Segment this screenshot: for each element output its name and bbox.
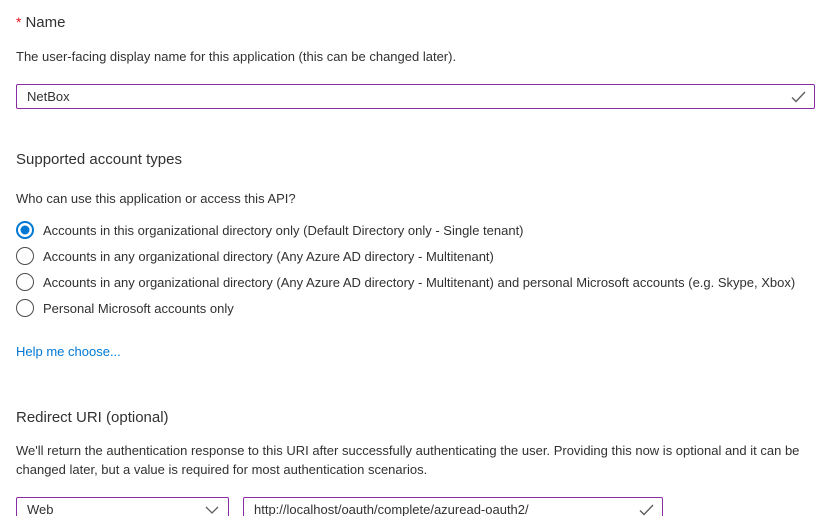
redirect-uri-input[interactable] [243, 497, 663, 516]
name-section-heading [16, 14, 815, 31]
radio-option-label: Accounts in any organizational directory (Any Azure AD directory - Multitenant) and personal Microsoft accounts (e.g. Skype, Xbox) [43, 274, 796, 290]
name-input[interactable] [16, 84, 815, 109]
radio-option-label: Personal Microsoft accounts only [43, 300, 234, 316]
radio-option-multitenant-personal[interactable] [16, 269, 815, 295]
radio-option-label: Accounts in any organizational directory (Any Azure AD directory - Multitenant) [43, 248, 494, 264]
redirect-uri-heading: Redirect URI (optional) [16, 409, 169, 426]
account-types-question: Who can use this application or access this API? [16, 191, 296, 206]
chevron-down-icon [205, 505, 219, 514]
platform-selected-value: Web [27, 502, 54, 516]
radio-option-multitenant[interactable] [16, 243, 815, 269]
name-field-container [16, 84, 815, 109]
radio-button-icon[interactable] [16, 247, 34, 265]
name-label: Name [25, 14, 66, 31]
radio-button-icon[interactable] [16, 221, 34, 239]
account-types-heading: Supported account types [16, 151, 182, 168]
radio-button-icon[interactable] [16, 273, 34, 291]
platform-select-dropdown[interactable] [16, 497, 229, 516]
radio-option-personal-only[interactable] [16, 295, 815, 321]
radio-button-icon[interactable] [16, 299, 34, 317]
redirect-uri-description: We'll return the authentication response to this URI after successfully authenticating the user. Providing this now is optional and it can be changed later, but a value is required for most authentication scenarios. [16, 443, 800, 477]
redirect-uri-field-container [243, 497, 663, 516]
radio-option-single-tenant[interactable] [16, 217, 815, 243]
name-description: The user-facing display name for this application (this can be changed later). [16, 49, 457, 64]
help-me-choose-link[interactable]: Help me choose... [16, 344, 121, 359]
redirect-uri-controls [16, 497, 815, 516]
account-type-radio-group [16, 217, 815, 321]
required-asterisk: * [16, 14, 22, 30]
radio-option-label: Accounts in this organizational directory only (Default Directory only - Single tenant) [43, 222, 524, 238]
